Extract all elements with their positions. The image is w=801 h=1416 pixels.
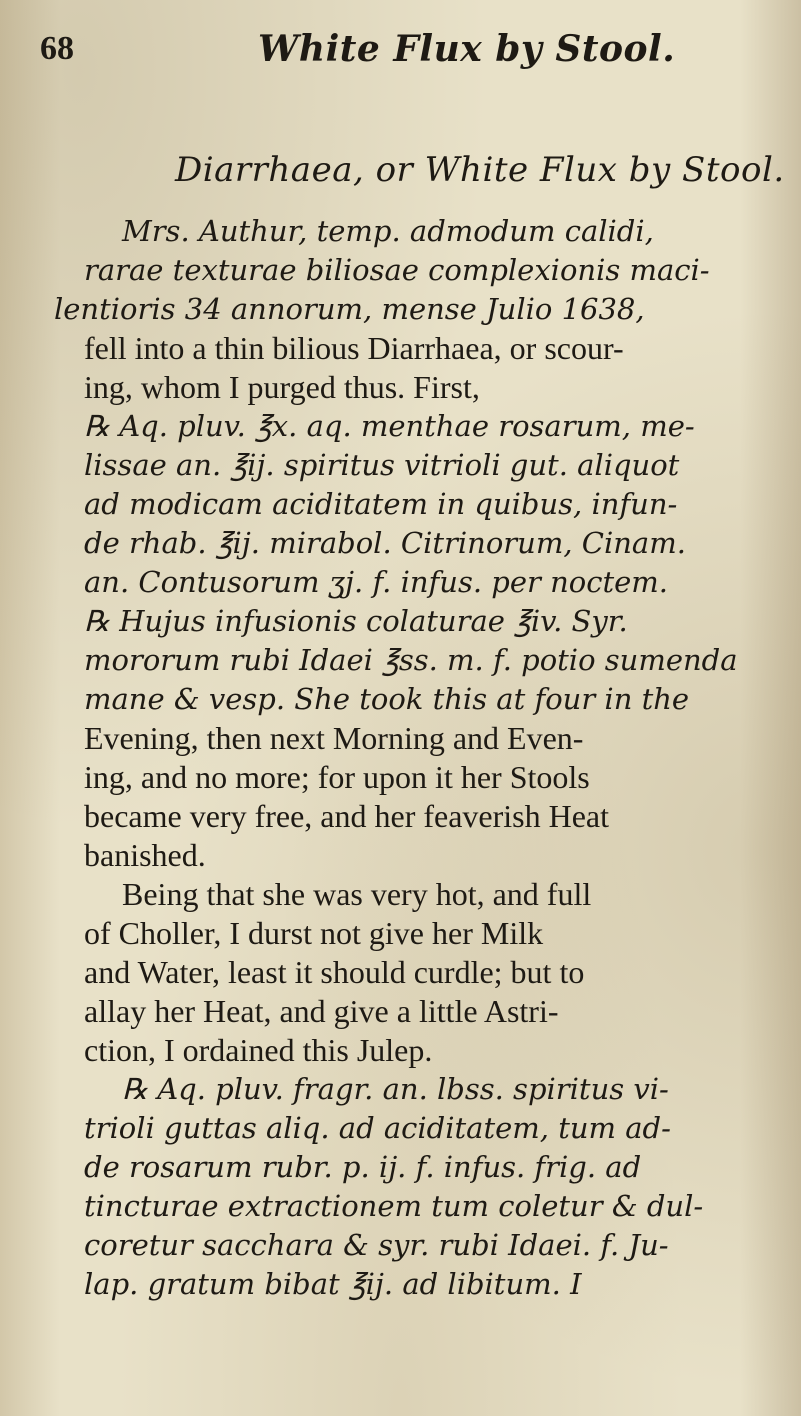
text-line: mane & vesp. She took this at four in the (84, 682, 690, 716)
text-line: of Choller, I durst not give her Milk (84, 915, 544, 951)
text-line: became very free, and her feaverish Heat (84, 798, 610, 834)
text-line: rarae texturae biliosae complexionis maci- (84, 253, 710, 287)
body-text (50, 212, 790, 1304)
text-line: ℞ Hujus infusionis colaturae ℥iv. Syr. (84, 604, 628, 638)
text-line: lap. gratum bibat ℥ij. ad libitum. I (84, 1267, 582, 1301)
text-line: ℞ Aq. pluv. fragr. an. lbss. spiritus vi- (122, 1072, 669, 1106)
text-line: allay her Heat, and give a little Astri- (84, 993, 559, 1029)
text-line: ction, I ordained this Julep. (84, 1032, 433, 1068)
running-title: White Flux by Stool. (258, 28, 676, 70)
text-line: ing, and no more; for upon it her Stools (84, 759, 590, 795)
text-line: Evening, then next Morning and Even- (84, 720, 584, 756)
text-line: Mrs. Authur, temp. admodum calidi, (122, 214, 654, 248)
text-line: coretur sacchara & syr. rubi Idaei. f. Ju- (84, 1228, 669, 1262)
text-line: an. Contusorum ʒj. f. infus. per noctem. (84, 565, 668, 599)
text-line: ing, whom I purged thus. First, (84, 369, 480, 405)
text-line: ℞ Aq. pluv. ℥x. aq. menthae rosarum, me- (84, 409, 695, 443)
text-line: lentioris 34 annorum, mense Julio 1638, (54, 292, 645, 326)
text-line: and Water, least it should curdle; but to (84, 954, 585, 990)
text-line: banished. (84, 837, 206, 873)
text-line: lissae an. ℥ij. spiritus vitrioli gut. aliquot (84, 448, 680, 482)
text-line: ad modicam aciditatem in quibus, infun- (84, 487, 678, 521)
text-line: de rhab. ℥ij. mirabol. Citrinorum, Cinam. (84, 526, 686, 560)
text-line: fell into a thin bilious Diarrhaea, or scour- (84, 330, 624, 366)
section-title: Diarrhaea, or White Flux by Stool. (175, 150, 785, 190)
text-line: tincturae extractionem tum coletur & dul- (84, 1189, 704, 1223)
text-line: trioli guttas aliq. ad aciditatem, tum ad- (84, 1111, 671, 1145)
text-line: de rosarum rubr. p. ij. f. infus. frig. ad (84, 1150, 642, 1184)
text-line: Being that she was very hot, and full (122, 876, 592, 912)
page-number: 68 (40, 30, 74, 67)
text-line: mororum rubi Idaei ℥ss. m. f. potio sumenda (84, 643, 738, 677)
running-head (40, 10, 780, 80)
